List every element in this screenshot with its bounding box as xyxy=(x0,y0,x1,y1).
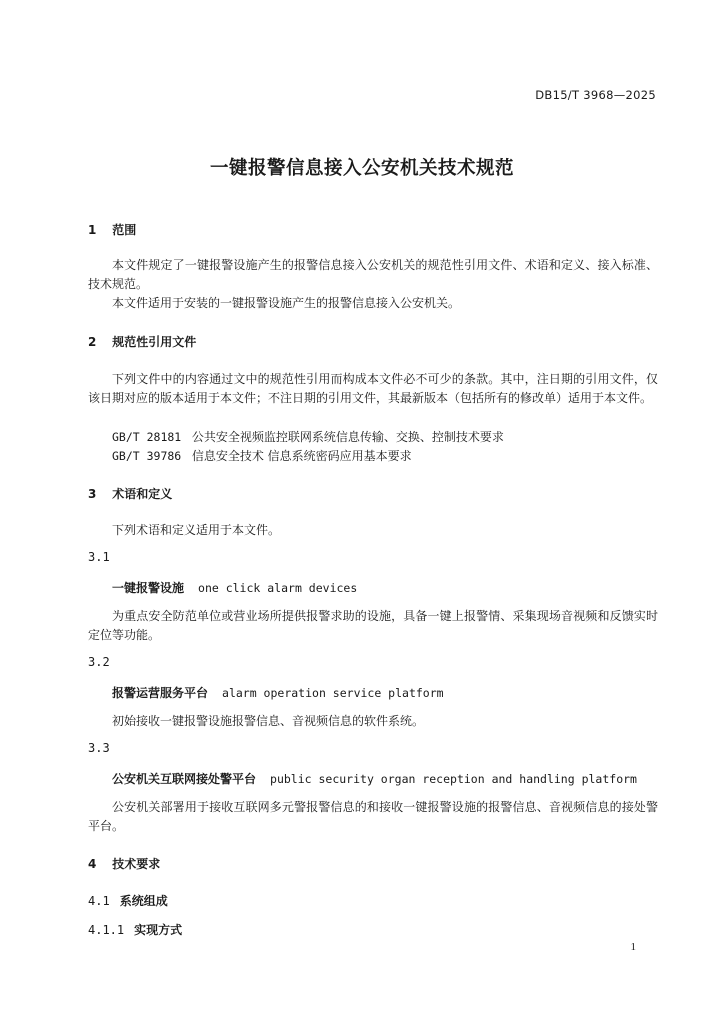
page-title: 一键报警信息接入公安机关技术规范 xyxy=(209,158,514,179)
clause-number: 3.1 xyxy=(88,550,110,564)
subsection-heading xyxy=(88,921,182,938)
clause-number: 3.3 xyxy=(88,741,110,755)
section-number: 3 xyxy=(88,487,97,501)
term-chinese: 报警运营服务平台 xyxy=(112,686,209,700)
section-number: 1 xyxy=(88,223,97,237)
doc-number: DB15/T 3968—2025 xyxy=(535,88,656,102)
paragraph: 本文件适用于安装的一键报警设施产生的报警信息接入公安机关。 xyxy=(112,296,461,310)
term-definition: 初始接收一键报警设施报警信息、音视频信息的软件系统。 xyxy=(112,714,425,728)
section-number: 2 xyxy=(88,335,97,349)
term-definition: 为重点安全防范单位或营业场所提供报警求助的设施，具备一键上报警情、采集现场音视频和反馈实时定位等功能。 xyxy=(88,609,658,642)
paragraph: 本文件规定了一键报警设施产生的报警信息接入公安机关的规范性引用文件、术语和定义、接入标准、技术规范。 xyxy=(88,258,658,291)
clause-number: 3.2 xyxy=(88,655,110,669)
reference-title: 公共安全视频监控联网系统信息传输、交换、控制技术要求 xyxy=(191,430,504,444)
subsection-title: 系统组成 xyxy=(119,894,168,908)
paragraph: 下列文件中的内容通过文中的规范性引用而构成本文件必不可少的条款。其中，注日期的引用文件，仅该日期对应的版本适用于本文件；不注日期的引用文件，其最新版本（包括所有的修改单）适用于本文件。 xyxy=(88,372,658,405)
subsection-number: 4.1.1 xyxy=(88,923,125,937)
subsection-number: 4.1 xyxy=(88,894,110,908)
reference-item xyxy=(112,428,504,445)
reference-code: GB/T 28181 xyxy=(112,430,182,444)
section-title: 术语和定义 xyxy=(112,487,173,501)
section-3-heading xyxy=(88,485,172,502)
subsection-title: 实现方式 xyxy=(134,923,183,937)
term-entry xyxy=(112,770,637,787)
section-number: 4 xyxy=(88,857,97,871)
paragraph: 下列术语和定义适用于本文件。 xyxy=(112,523,281,537)
term-chinese: 一键报警设施 xyxy=(112,581,185,595)
term-english: alarm operation service platform xyxy=(222,686,444,700)
term-definition: 公安机关部署用于接收互联网多元警报警信息的和接收一键报警设施的报警信息、音视频信息的接处警平台。 xyxy=(88,800,658,833)
page-number: 1 xyxy=(630,941,636,953)
section-title: 技术要求 xyxy=(112,857,161,871)
term-entry xyxy=(112,684,444,701)
section-4-heading xyxy=(88,855,160,872)
section-title: 范围 xyxy=(112,223,137,237)
reference-item xyxy=(112,447,412,464)
subsection-heading xyxy=(88,892,168,909)
section-2-heading xyxy=(88,333,196,350)
section-1-heading xyxy=(88,221,136,238)
term-english: one click alarm devices xyxy=(198,581,358,595)
term-chinese: 公安机关互联网接处警平台 xyxy=(112,772,257,786)
term-entry xyxy=(112,579,357,596)
section-title: 规范性引用文件 xyxy=(112,335,197,349)
reference-title: 信息安全技术 信息系统密码应用基本要求 xyxy=(191,449,412,463)
reference-code: GB/T 39786 xyxy=(112,449,182,463)
term-english: public security organ reception and handling platform xyxy=(270,772,637,786)
